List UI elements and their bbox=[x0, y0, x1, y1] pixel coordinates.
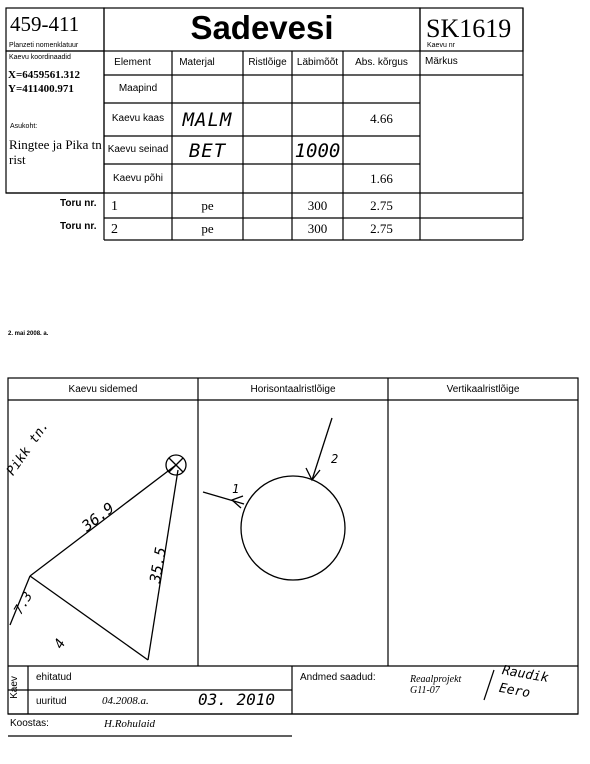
footer-side-label: Kaev bbox=[8, 676, 20, 699]
pipe-2-label: Toru nr. bbox=[60, 221, 97, 232]
data-source: Reaalprojekt G11-07 bbox=[410, 674, 462, 696]
sketch-distance-a: 36.9 bbox=[78, 498, 118, 536]
row-seinad-diameter: 1000 bbox=[294, 140, 341, 162]
nomenclature-label: Planzeti nomenklatuur bbox=[9, 42, 79, 49]
header-abs-korgus: Abs. kõrgus bbox=[355, 56, 408, 68]
address-label: Asukoht: bbox=[10, 123, 38, 130]
signature: Raudik Eero bbox=[497, 663, 550, 702]
signature-strokes bbox=[484, 670, 494, 700]
horizontal-section-drawing bbox=[203, 418, 345, 580]
sketch-street-label: Pikk tn. bbox=[4, 418, 53, 479]
pipe-1-number: 1 bbox=[111, 199, 118, 214]
built-label: ehitatud bbox=[36, 672, 72, 683]
section-horizontal-title: Horisontaalristlõige bbox=[250, 383, 336, 395]
header-ristloige: Ristlõige bbox=[248, 56, 287, 68]
updated-date: 04.2008.a. bbox=[102, 695, 149, 707]
coord-x: X=6459561.312 bbox=[8, 69, 80, 81]
pipe-2-marker: 2 bbox=[331, 452, 339, 466]
nomenclature-value: 459-411 bbox=[10, 12, 80, 36]
row-maapind-element: Maapind bbox=[118, 82, 158, 94]
pipe-2-material: pe bbox=[201, 221, 214, 236]
updated-date-handwritten: 03. 2010 bbox=[198, 690, 276, 709]
author: H.Rohulaid bbox=[104, 718, 156, 730]
coords-label: Kaevu koordinaadid bbox=[9, 54, 71, 61]
pipe-1-marker: 1 bbox=[232, 482, 240, 496]
header-markus: Märkus bbox=[425, 56, 458, 67]
page-title: Sadevesi bbox=[190, 9, 334, 46]
pipe-1-label: Toru nr. bbox=[60, 198, 97, 209]
row-kaas-abs: 4.66 bbox=[370, 111, 393, 126]
row-kaas-material: MALM bbox=[182, 109, 233, 131]
pipe-2-number: 2 bbox=[111, 222, 118, 237]
row-pohi-abs: 1.66 bbox=[370, 170, 393, 186]
header-materjal: Materjal bbox=[179, 56, 215, 68]
address: Ringtee ja Pika tn rist bbox=[9, 137, 102, 167]
pipe-1-diameter: 300 bbox=[307, 197, 328, 213]
row-kaas-element: Kaevu kaas bbox=[111, 112, 165, 124]
row-seinad-element: Kaevu seinad bbox=[107, 143, 169, 155]
date-note: 2. mai 2008. a. bbox=[8, 331, 49, 337]
author-label: Koostas: bbox=[10, 718, 49, 729]
row-seinad-material: BET bbox=[188, 140, 227, 162]
row-pohi-element: Kaevu põhi bbox=[112, 173, 164, 184]
data-source-label: Andmed saadud: bbox=[300, 672, 376, 683]
sketch-distance-c: 7.3 bbox=[11, 589, 37, 618]
section-ties-title: Kaevu sidemed bbox=[68, 383, 138, 395]
sketch-distance-d: 4 bbox=[51, 636, 70, 652]
updated-label: uuritud bbox=[36, 696, 67, 707]
well-number-label: Kaevu nr bbox=[427, 42, 456, 49]
section-vertical-title: Vertikaalristlõige bbox=[446, 383, 520, 395]
coord-y: Y=411400.971 bbox=[8, 83, 74, 95]
sketch-distance-b: 35.5 bbox=[146, 545, 171, 585]
well-number: SK1619 bbox=[426, 14, 512, 43]
header-labimoot: Läbimõõt bbox=[296, 56, 339, 68]
pipe-2-diameter: 300 bbox=[307, 221, 328, 236]
pipe-1-material: pe bbox=[201, 197, 214, 213]
pipe-1-abs: 2.75 bbox=[370, 197, 393, 213]
pipe-2-abs: 2.75 bbox=[370, 221, 393, 236]
well-circle bbox=[241, 476, 345, 580]
header-element: Element bbox=[114, 56, 151, 68]
